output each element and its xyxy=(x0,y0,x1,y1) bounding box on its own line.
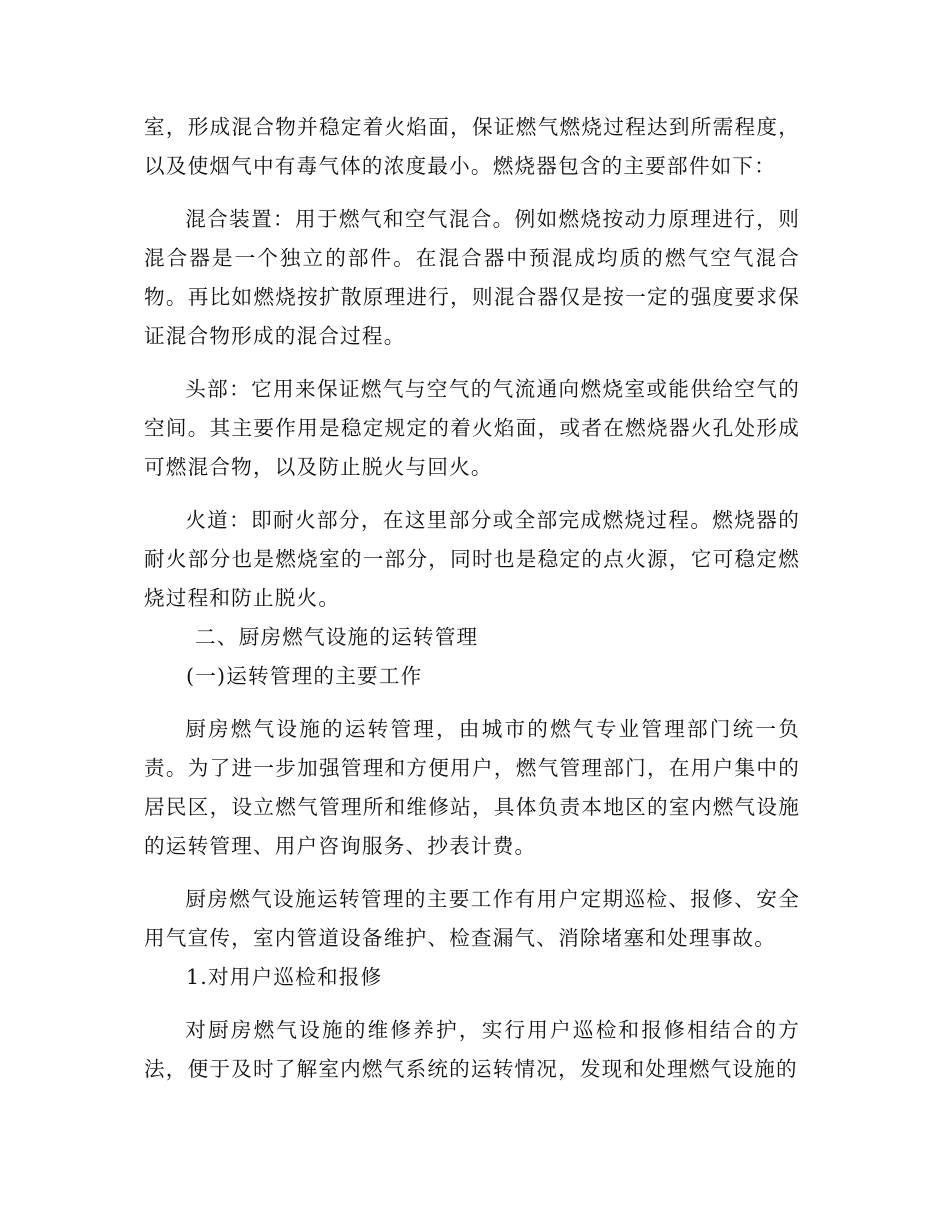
body-paragraph-main-work: 厨房燃气设施运转管理的主要工作有用户定期巡检、报修、安全用气宣传，室内管道设备维护、检查漏气、消除堵塞和处理事故。 xyxy=(144,887,800,950)
section-heading: 二、厨房燃气设施的运转管理 xyxy=(195,625,479,649)
document-body xyxy=(144,108,800,1089)
body-paragraph-burner-intro: 室，形成混合物并稳定着火焰面，保证燃气燃烧过程达到所需程度，以及使烟气中有毒气体的浓度最小。燃烧器包含的主要部件如下： xyxy=(144,115,800,178)
body-paragraph-mixing-device: 混合装置：用于燃气和空气混合。例如燃烧按动力原理进行，则混合器是一个独立的部件。在混合器中预混成均质的燃气空气混合物。再比如燃烧按扩散原理进行，则混合器仅是按一定的强度要求保证混合物形成的混合过程。 xyxy=(144,207,800,348)
item-heading: 1.对用户巡检和报修 xyxy=(186,965,383,989)
body-paragraph-inspection-repair: 对厨房燃气设施的维修养护，实行用户巡检和报修相结合的方法，便于及时了解室内燃气系统的运转情况，发现和处理燃气设施的 xyxy=(144,1018,800,1081)
body-paragraph-fire-channel: 火道：即耐火部分，在这里部分或全部完成燃烧过程。燃烧器的耐火部分也是燃烧室的一部分，同时也是稳定的点火源，它可稳定燃烧过程和防止脱火。 xyxy=(144,508,800,610)
body-paragraph-burner-head: 头部：它用来保证燃气与空气的气流通向燃烧室或能供给空气的空间。其主要作用是稳定规定的着火焰面，或者在燃烧器火孔处形成可燃混合物，以及防止脱火与回火。 xyxy=(144,377,800,479)
body-paragraph-management-responsibility: 厨房燃气设施的运转管理，由城市的燃气专业管理部门统一负责。为了进一步加强管理和方便用户，燃气管理部门，在用户集中的居民区，设立燃气管理所和维修站，具体负责本地区的室内燃气设施的运转管理、用户咨询服务、抄表计费。 xyxy=(144,717,800,858)
sub-heading: (一)运转管理的主要工作 xyxy=(186,664,423,688)
